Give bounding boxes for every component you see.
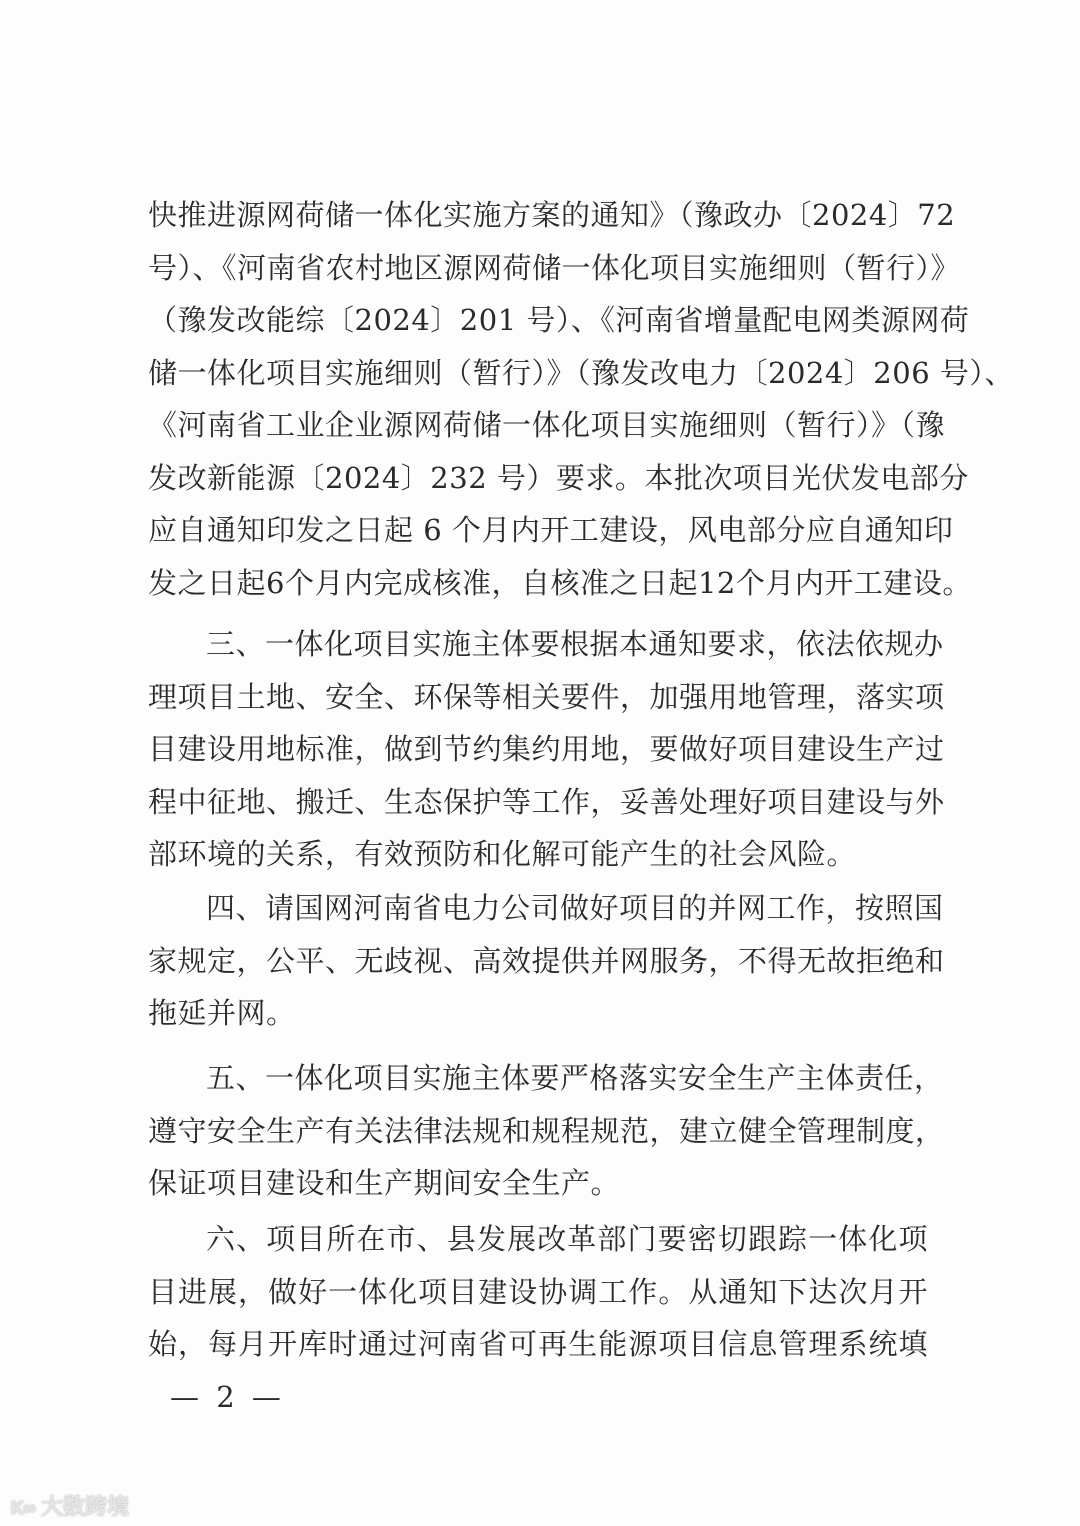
text-line: 应自通知印发之日起 6 个月内开工建设，风电部分应自通知印 [148, 513, 954, 547]
text-line: 拖延并网。 [148, 996, 296, 1030]
text-line: 五、一体化项目实施主体要严格落实安全生产主体责任， [206, 1061, 944, 1095]
text-line: 储一体化项目实施细则（暂行）》（豫发改电力〔2024〕206 号）、 [148, 355, 1014, 390]
text-line: 三、一体化项目实施主体要根据本通知要求，依法依规办 [206, 627, 944, 661]
text-line: 《河南省工业企业源网荷储一体化项目实施细则（暂行）》（豫 [148, 408, 946, 442]
text-line: （豫发改能综〔2024〕201 号）、《河南省增量配电网类源网荷 [148, 303, 970, 337]
paragraph-section-3 [148, 618, 945, 881]
text-line: 程中征地、搬迁、生态保护等工作，妥善处理好项目建设与外 [148, 784, 945, 819]
text-line: 保证项目建设和生产期间安全生产。 [148, 1166, 621, 1200]
text-line: 理项目土地、安全、环保等相关要件，加强用地管理，落实项 [148, 679, 945, 714]
text-line: 部环境的关系，有效预防和化解可能产生的社会风险。 [148, 837, 857, 871]
page-number: — 2 — [170, 1380, 285, 1414]
paragraph-section-6 [148, 1213, 928, 1371]
text-line: 遵守安全生产有关法律法规和规程规范，建立健全管理制度， [148, 1113, 945, 1148]
text-line: 四、请国网河南省电力公司做好项目的并网工作，按照国 [206, 891, 944, 925]
text-line: 快推进源网荷储一体化实施方案的通知》（豫政办〔2024〕72 [148, 198, 956, 232]
text-line: 六、项目所在市、县发展改革部门要密切跟踪一体化项 [206, 1222, 928, 1256]
watermark-logo-icon: K∞ [10, 1498, 35, 1519]
text-line: 发之日起6个月内完成核准，自核准之日起12个月内开工建设。 [148, 565, 972, 600]
text-line: 目进展，做好一体化项目建设协调工作。从通知下达次月开 [148, 1274, 928, 1309]
paragraph-section-4 [148, 882, 945, 1040]
text-line: 发改新能源〔2024〕232 号）要求。本批次项目光伏发电部分 [148, 460, 969, 495]
watermark [10, 1490, 129, 1521]
watermark-text: 大数跨境 [40, 1495, 129, 1520]
text-line: 始，每月开库时通过河南省可再生能源项目信息管理系统填 [148, 1327, 928, 1361]
paragraph-policy-references [148, 189, 1014, 609]
text-line: 家规定，公平、无歧视、高效提供并网服务，不得无故拒绝和 [148, 943, 945, 978]
text-line: 目建设用地标准，做到节约集约用地，要做好项目建设生产过 [148, 732, 945, 766]
text-line: 号）、《河南省农村地区源网荷储一体化项目实施细则（暂行）》 [148, 250, 961, 285]
paragraph-section-5 [148, 1052, 945, 1210]
